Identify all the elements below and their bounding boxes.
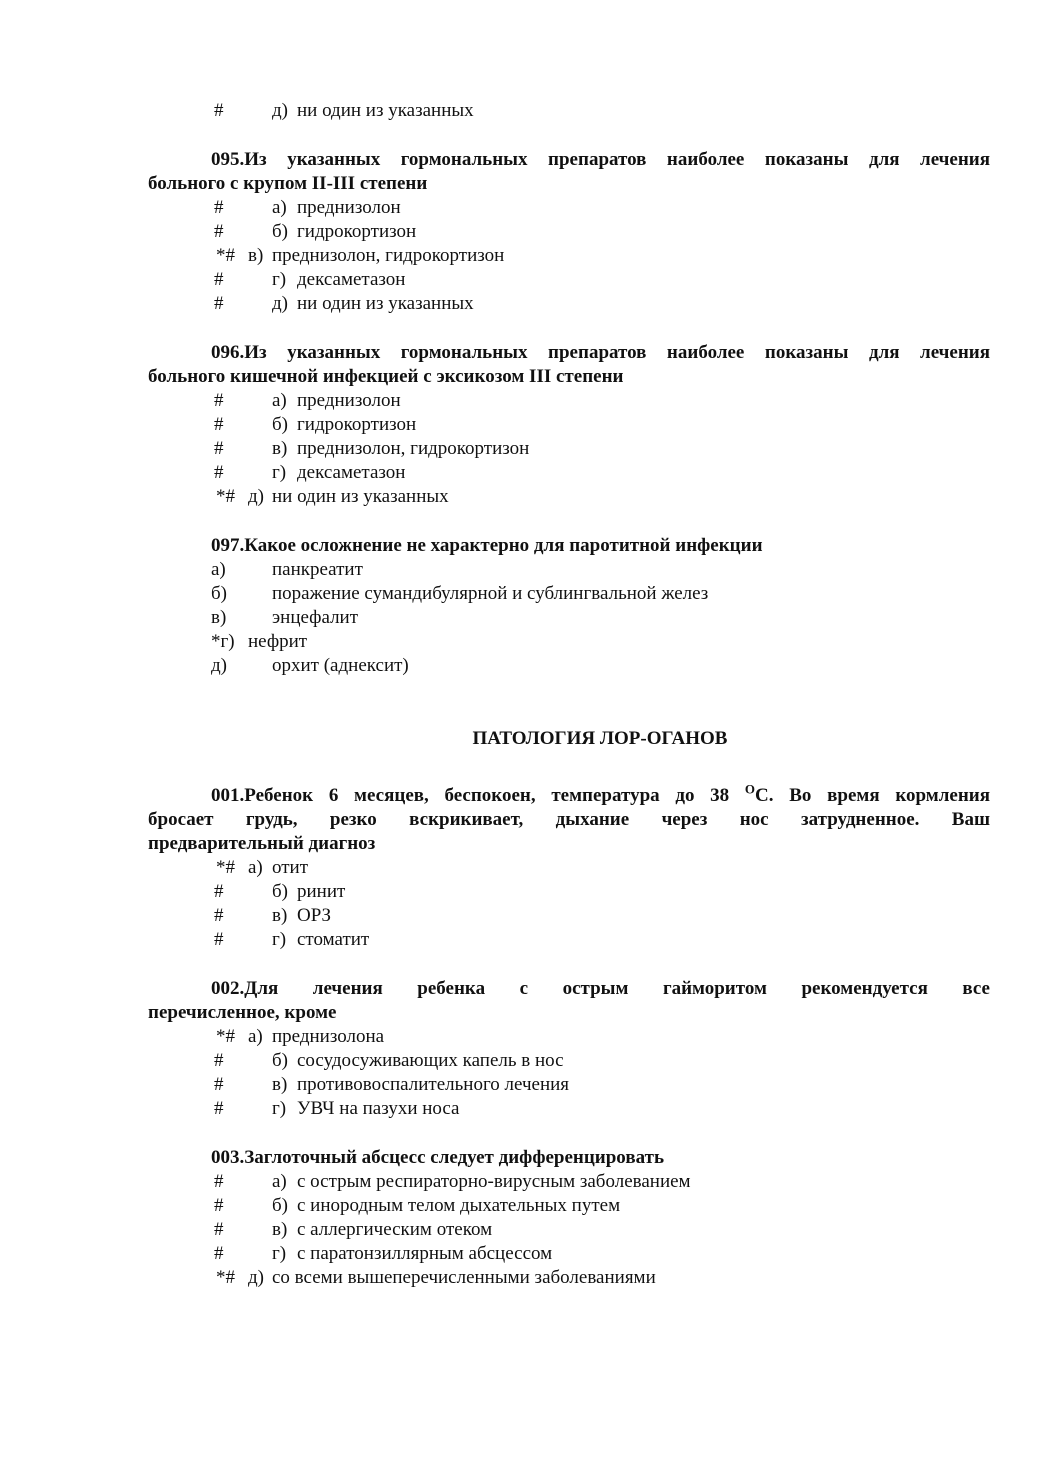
answer-mark: *# (216, 245, 235, 266)
answer-text: преднизолона (272, 1026, 385, 1047)
answer-mark: # (214, 293, 224, 314)
answer-mark: # (214, 1074, 224, 1095)
question-095 (148, 148, 990, 196)
question-002 (148, 977, 990, 1025)
answer-mark: # (214, 221, 224, 242)
answer-text: ОРЗ (297, 905, 332, 926)
answer-text: ни один из указанных (297, 293, 474, 314)
answer-letter: в) (272, 905, 288, 926)
question-title-line: 002.Для лечения ребенка с острым гайморитом рекомендуется все (211, 978, 990, 999)
answer-letter: г) (272, 462, 287, 483)
answer-text: преднизолон (297, 390, 401, 411)
answer-letter: б) (272, 221, 288, 242)
answer-mark: # (214, 414, 224, 435)
answer-letter: а) (211, 559, 226, 580)
answer-text: гидрокортизон (297, 221, 417, 242)
answer-letter: б) (272, 881, 288, 902)
answer-letter: *г) (211, 631, 235, 652)
answer-text: противовоспалительного лечения (297, 1074, 570, 1095)
answer-letter: в) (272, 1219, 288, 1240)
answer-mark: # (214, 438, 224, 459)
answer-text: с аллергическим отеком (297, 1219, 493, 1240)
answer-letter: д) (248, 486, 264, 507)
answer-text: ни один из указанных (297, 100, 474, 121)
answer-mark: # (214, 905, 224, 926)
answer-text: преднизолон, гидрокортизон (297, 438, 530, 459)
question-title-line: 097.Какое осложнение не характерно для паротитной инфекции (211, 535, 763, 556)
answer-mark: # (214, 1098, 224, 1119)
section-title: ПАТОЛОГИЯ ЛОР-ОГАНОВ (472, 728, 728, 749)
question-title-line: 003.Заглоточный абсцесс следует дифференцировать (211, 1147, 664, 1168)
answer-text: энцефалит (272, 607, 359, 628)
answer-mark: # (214, 1050, 224, 1071)
question-096 (148, 341, 990, 389)
answer-text: ринит (297, 881, 346, 902)
answer-text: с паратонзиллярным абсцессом (297, 1243, 553, 1264)
answer-mark: # (214, 1219, 224, 1240)
answer-mark: *# (216, 1267, 235, 1288)
answer-letter: б) (272, 1050, 288, 1071)
answer-letter: д) (272, 100, 288, 121)
answer-mark: # (214, 1195, 224, 1216)
question-title-part: С. Во время кормления (755, 785, 990, 806)
question-title-part: 001.Ребенок 6 месяцев, беспокоен, температура до 38 (211, 785, 745, 806)
answer-letter: в) (248, 245, 264, 266)
answer-letter: г) (272, 1098, 287, 1119)
answer-mark: # (214, 881, 224, 902)
answer-letter: д) (272, 293, 288, 314)
answer-letter: а) (272, 197, 287, 218)
answer-text: с острым респираторно-вирусным заболеванием (297, 1171, 691, 1192)
answer-text: преднизолон (297, 197, 401, 218)
answer-letter: в) (272, 438, 288, 459)
answer-text: панкреатит (272, 559, 363, 580)
answer-text: сосудосуживающих капель в нос (297, 1050, 564, 1071)
answer-text: поражение сумандибулярной и сублингвальной желез (272, 583, 709, 604)
answer-text: нефрит (248, 631, 308, 652)
answer-text: с инородным телом дыхательных путем (297, 1195, 621, 1216)
answer-mark: # (214, 269, 224, 290)
question-title-line: больного кишечной инфекцией с эксикозом III степени (148, 366, 624, 387)
answer-mark: # (214, 1243, 224, 1264)
answer-mark: *# (216, 1026, 235, 1047)
answer-mark: *# (216, 486, 235, 507)
answer-mark: # (214, 1171, 224, 1192)
question-title-line: больного с крупом II-III степени (148, 173, 428, 194)
question-title-line: 096.Из указанных гормональных препаратов наиболее показаны для лечения (211, 342, 990, 363)
question-097 (211, 534, 990, 558)
answer-mark: *# (216, 857, 235, 878)
answer-text: ни один из указанных (272, 486, 449, 507)
answer-text: отит (272, 857, 309, 878)
answer-letter: д) (211, 655, 227, 676)
answer-letter: д) (248, 1267, 264, 1288)
answer-letter: г) (272, 269, 287, 290)
answer-text: УВЧ на пазухи носа (297, 1098, 460, 1119)
answer-letter: б) (272, 1195, 288, 1216)
degree-superscript: О (744, 781, 756, 797)
question-title-line: перечисленное, кроме (148, 1002, 337, 1023)
answer-text: дексаметазон (297, 269, 406, 290)
answer-mark: # (214, 390, 224, 411)
answer-letter: а) (272, 1171, 287, 1192)
answer-text: со всеми вышеперечисленными заболеваниями (272, 1267, 656, 1288)
question-title-line: 095.Из указанных гормональных препаратов наиболее показаны для лечения (211, 149, 990, 170)
answer-text: дексаметазон (297, 462, 406, 483)
answer-mark: # (214, 929, 224, 950)
answer-text: стоматит (297, 929, 370, 950)
question-title-line (148, 781, 990, 808)
answer-mark: # (214, 100, 224, 121)
answer-letter: а) (248, 1026, 263, 1047)
answer-letter: б) (272, 414, 288, 435)
question-003 (211, 1146, 990, 1170)
answer-letter: б) (211, 583, 227, 604)
answer-letter: в) (211, 607, 227, 628)
answer-mark: # (214, 197, 224, 218)
answer-letter: г) (272, 1243, 287, 1264)
question-title-line: предварительный диагноз (148, 833, 376, 854)
answer-text: орхит (аднексит) (272, 655, 409, 676)
answer-letter: а) (248, 857, 263, 878)
answer-mark: # (214, 462, 224, 483)
question-001 (148, 781, 990, 856)
answer-text: гидрокортизон (297, 414, 417, 435)
answer-letter: г) (272, 929, 287, 950)
question-title-line: бросает грудь, резко вскрикивает, дыхание через нос затрудненное. Ваш (148, 809, 990, 830)
answer-letter: в) (272, 1074, 288, 1095)
answer-text: преднизолон, гидрокортизон (272, 245, 505, 266)
answer-letter: а) (272, 390, 287, 411)
